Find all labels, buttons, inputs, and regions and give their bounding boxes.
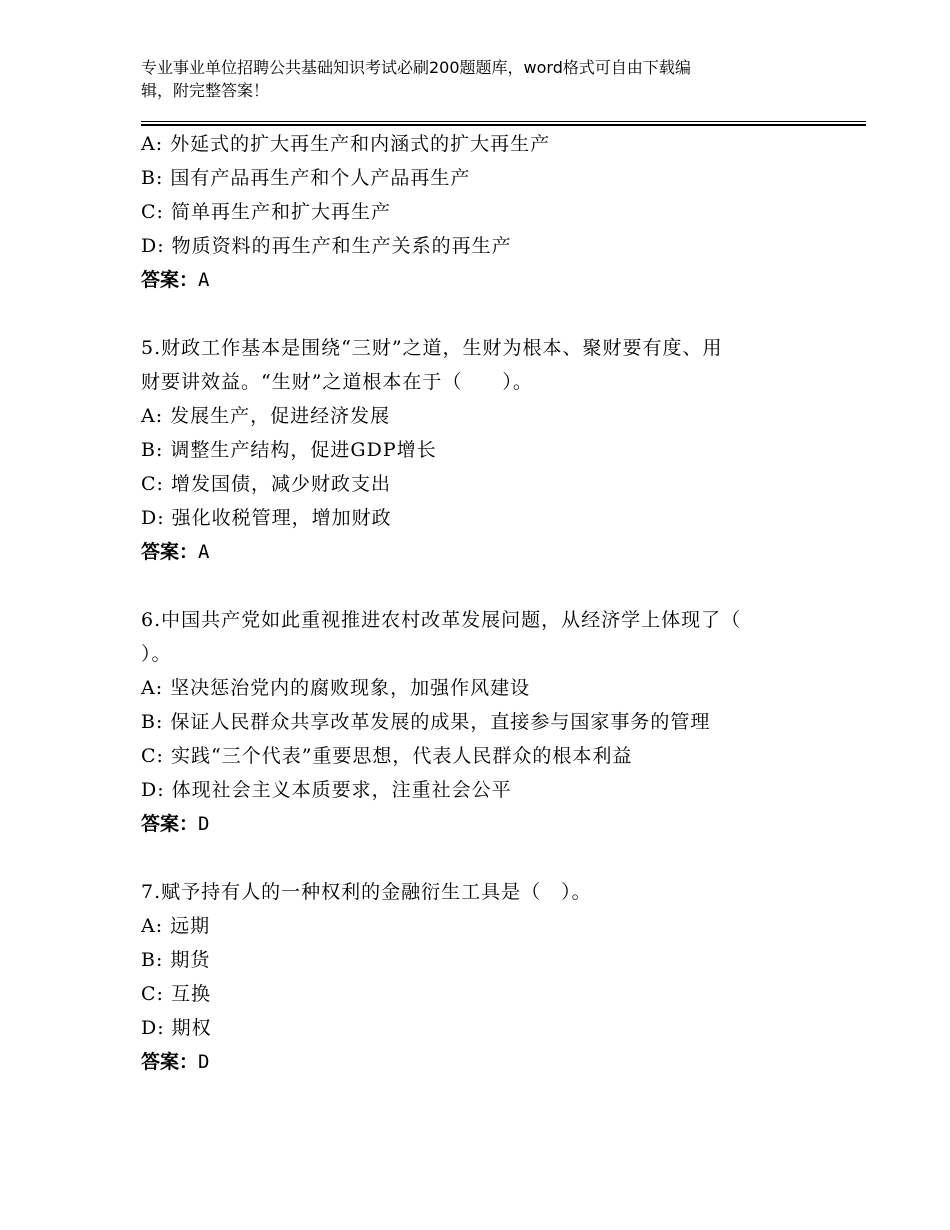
answer-value: D bbox=[198, 1051, 210, 1073]
answer-label: 答案： bbox=[141, 1051, 199, 1073]
option-a: A: 远期 bbox=[141, 915, 211, 937]
option-b: B: 期货 bbox=[141, 949, 211, 971]
spacer bbox=[141, 841, 831, 875]
answer-value: A bbox=[198, 269, 210, 291]
document-header bbox=[141, 56, 801, 102]
header-line-2: 辑，附完整答案！ bbox=[141, 81, 270, 100]
question-stem-line-1: 6.中国共产党如此重视推进农村改革发展问题，从经济学上体现了（ bbox=[141, 609, 742, 631]
spacer bbox=[141, 297, 831, 331]
option-d: D: 物质资料的再生产和生产关系的再生产 bbox=[141, 235, 512, 257]
header-divider-thick bbox=[141, 124, 866, 126]
option-b: B: 保证人民群众共享改革发展的成果，直接参与国家事务的管理 bbox=[141, 711, 711, 733]
option-b: B: 国有产品再生产和个人产品再生产 bbox=[141, 167, 471, 189]
question-5 bbox=[141, 331, 831, 569]
option-c: C: 互换 bbox=[141, 983, 211, 1005]
answer-label: 答案： bbox=[141, 541, 199, 563]
option-a: A: 外延式的扩大再生产和内涵式的扩大再生产 bbox=[141, 133, 551, 155]
question-stem-line-2: ）。 bbox=[141, 643, 172, 665]
answer-label: 答案： bbox=[141, 813, 199, 835]
option-b: B: 调整生产结构，促进GDP增长 bbox=[141, 439, 437, 461]
question-list bbox=[141, 127, 831, 1079]
answer bbox=[141, 263, 831, 297]
question-stem-line-1: 5.财政工作基本是围绕“三财”之道，生财为根本、聚财要有度、用 bbox=[141, 337, 723, 359]
answer bbox=[141, 535, 831, 569]
answer bbox=[141, 1045, 831, 1079]
option-a: A: 坚决惩治党内的腐败现象，加强作风建设 bbox=[141, 677, 531, 699]
answer-value: D bbox=[198, 813, 210, 835]
question-4 bbox=[141, 127, 831, 297]
question-6 bbox=[141, 603, 831, 841]
answer-value: A bbox=[198, 541, 210, 563]
option-d: D: 期权 bbox=[141, 1017, 212, 1039]
answer-label: 答案： bbox=[141, 269, 199, 291]
option-a: A: 发展生产，促进经济发展 bbox=[141, 405, 391, 427]
question-stem-line-2: 财要讲效益。“生财”之道根本在于（ ）。 bbox=[141, 371, 533, 393]
question-stem-line-1: 7.赋予持有人的一种权利的金融衍生工具是（ ）。 bbox=[141, 881, 592, 903]
header-line-1: 专业事业单位招聘公共基础知识考试必刷200题题库，word格式可自由下载编 bbox=[141, 58, 691, 77]
header-divider-thin bbox=[141, 121, 866, 122]
option-c: C: 简单再生产和扩大再生产 bbox=[141, 201, 391, 223]
option-c: C: 实践“三个代表”重要思想，代表人民群众的根本利益 bbox=[141, 745, 633, 767]
answer bbox=[141, 807, 831, 841]
spacer bbox=[141, 569, 831, 603]
question-7 bbox=[141, 875, 831, 1079]
option-d: D: 强化收税管理，增加财政 bbox=[141, 507, 392, 529]
option-d: D: 体现社会主义本质要求，注重社会公平 bbox=[141, 779, 512, 801]
option-c: C: 增发国债，减少财政支出 bbox=[141, 473, 391, 495]
